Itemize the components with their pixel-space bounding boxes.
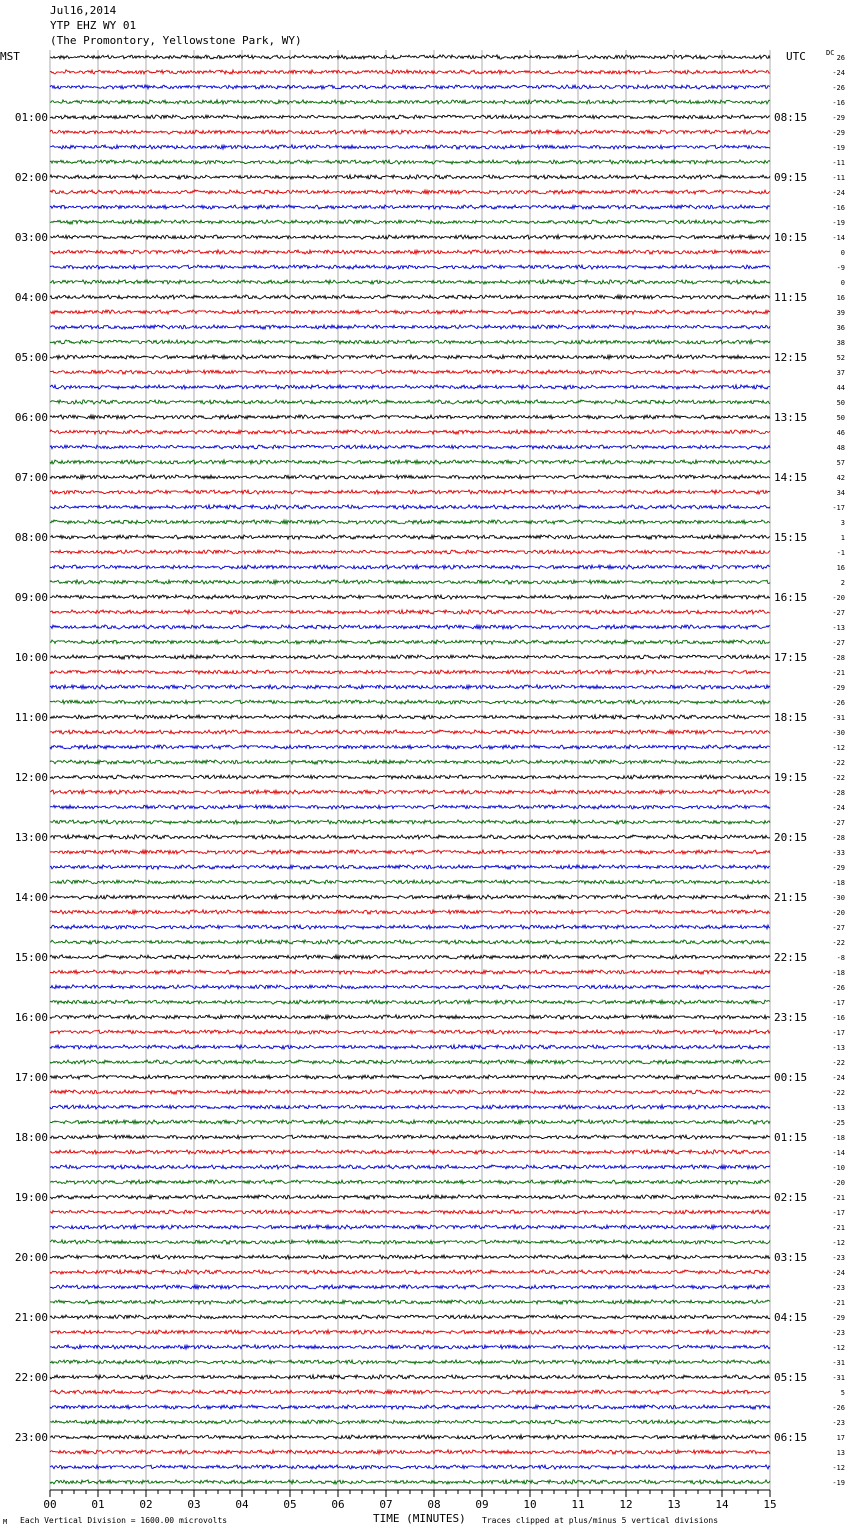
seismic-trace — [50, 1180, 770, 1184]
dc-offset-label: -16 — [832, 99, 845, 107]
seismic-trace — [50, 1225, 770, 1229]
seismic-trace — [50, 340, 770, 344]
seismic-trace — [50, 1300, 770, 1304]
utc-hour-label: 23:15 — [774, 1011, 808, 1024]
dc-offset-label: 50 — [836, 399, 845, 407]
mst-hour-label: 14:00 — [14, 891, 48, 904]
seismic-trace — [50, 1075, 770, 1079]
utc-hour-label: 18:15 — [774, 711, 808, 724]
time-tick-label: 04 — [235, 1498, 249, 1511]
seismic-trace — [50, 100, 770, 104]
seismic-trace — [50, 925, 770, 929]
seismic-trace — [50, 1360, 770, 1364]
dc-offset-label: -25 — [832, 1119, 845, 1127]
dc-offset-label: -24 — [832, 1074, 845, 1082]
seismic-trace — [50, 1045, 770, 1049]
seismic-trace — [50, 370, 770, 374]
dc-offset-label: -11 — [832, 159, 845, 167]
dc-offset-label: -27 — [832, 924, 845, 932]
seismic-trace — [50, 1405, 770, 1409]
seismic-trace — [50, 1195, 770, 1199]
dc-offset-label: -29 — [832, 114, 845, 122]
seismic-trace — [50, 865, 770, 869]
seismic-trace — [50, 1330, 770, 1334]
seismic-trace — [50, 1120, 770, 1124]
dc-offset-label: -13 — [832, 1044, 845, 1052]
dc-offset-label: -30 — [832, 729, 845, 737]
dc-offset-label: -23 — [832, 1419, 845, 1427]
seismic-trace — [50, 175, 770, 179]
seismic-trace — [50, 1375, 770, 1379]
seismic-trace — [50, 160, 770, 164]
seismic-trace — [50, 880, 770, 884]
dc-label: DC — [826, 49, 835, 57]
utc-hour-label: 08:15 — [774, 111, 808, 124]
dc-offset-label: -21 — [832, 1224, 845, 1232]
time-tick-label: 08 — [427, 1498, 441, 1511]
dc-offset-label: -9 — [836, 264, 845, 272]
seismic-trace — [50, 655, 770, 659]
mst-hour-label: 11:00 — [14, 711, 48, 724]
dc-offset-label: -27 — [832, 609, 845, 617]
seismic-trace — [50, 805, 770, 809]
dc-offset-label: 17 — [836, 1434, 845, 1442]
utc-hour-label: 14:15 — [774, 471, 808, 484]
seismic-trace — [50, 250, 770, 254]
dc-offset-label: 48 — [836, 444, 845, 452]
seismic-trace — [50, 220, 770, 224]
dc-offset-label: -29 — [832, 864, 845, 872]
dc-offset-label: -26 — [832, 1404, 845, 1412]
utc-hour-label: 02:15 — [774, 1191, 808, 1204]
left-timezone-label: MST — [0, 50, 20, 63]
utc-hour-label: 12:15 — [774, 351, 808, 364]
utc-hour-label: 13:15 — [774, 411, 808, 424]
seismic-trace — [50, 70, 770, 74]
dc-offset-label: 26 — [836, 54, 845, 62]
dc-offset-label: -19 — [832, 219, 845, 227]
seismic-trace — [50, 1015, 770, 1019]
dc-offset-label: -12 — [832, 1464, 845, 1472]
dc-offset-label: -12 — [832, 1344, 845, 1352]
mst-hour-label: 09:00 — [14, 591, 48, 604]
time-tick-label: 03 — [187, 1498, 201, 1511]
seismic-trace — [50, 430, 770, 434]
dc-offset-label: -26 — [832, 84, 845, 92]
seismic-trace — [50, 265, 770, 269]
seismic-trace — [50, 415, 770, 419]
dc-offset-label: -29 — [832, 684, 845, 692]
dc-offset-label: 3 — [840, 519, 845, 527]
dc-offset-label: -21 — [832, 1194, 845, 1202]
dc-offset-label: 42 — [836, 474, 845, 482]
seismic-trace — [50, 1165, 770, 1169]
dc-offset-label: 5 — [840, 1389, 845, 1397]
dc-offset-label: 44 — [836, 384, 845, 392]
seismic-trace — [50, 505, 770, 509]
seismic-trace — [50, 1270, 770, 1274]
mst-hour-label: 06:00 — [14, 411, 48, 424]
dc-offset-label: -20 — [832, 909, 845, 917]
seismic-trace — [50, 670, 770, 674]
seismic-trace — [50, 520, 770, 524]
utc-hour-label: 05:15 — [774, 1371, 808, 1384]
time-tick-label: 10 — [523, 1498, 537, 1511]
dc-offset-label: -26 — [832, 699, 845, 707]
dc-offset-label: -31 — [832, 1359, 845, 1367]
station-location: (The Promontory, Yellowstone Park, WY) — [50, 34, 302, 47]
time-tick-label: 15 — [763, 1498, 777, 1511]
dc-offset-label: 36 — [836, 324, 845, 332]
x-axis-title: TIME (MINUTES) — [373, 1512, 466, 1525]
seismic-trace — [50, 640, 770, 644]
utc-hour-label: 19:15 — [774, 771, 808, 784]
dc-offset-label: -22 — [832, 1059, 845, 1067]
seismic-trace — [50, 445, 770, 449]
seismic-trace — [50, 1090, 770, 1094]
dc-offset-label: -16 — [832, 204, 845, 212]
utc-hour-label: 16:15 — [774, 591, 808, 604]
mst-hour-label: 21:00 — [14, 1311, 48, 1324]
utc-hour-label: 11:15 — [774, 291, 808, 304]
dc-offset-label: 39 — [836, 309, 845, 317]
mst-hour-label: 22:00 — [14, 1371, 48, 1384]
seismic-trace — [50, 1255, 770, 1259]
seismic-trace — [50, 145, 770, 149]
time-tick-label: 01 — [91, 1498, 105, 1511]
dc-offset-label: -29 — [832, 1314, 845, 1322]
dc-offset-label: -18 — [832, 879, 845, 887]
seismic-trace — [50, 400, 770, 404]
dc-offset-label: -8 — [836, 954, 845, 962]
dc-offset-label: -17 — [832, 1209, 845, 1217]
seismic-trace — [50, 745, 770, 749]
dc-offset-label: -21 — [832, 669, 845, 677]
dc-offset-label: -23 — [832, 1329, 845, 1337]
mst-hour-label: 05:00 — [14, 351, 48, 364]
seismic-trace — [50, 625, 770, 629]
dc-offset-label: -24 — [832, 189, 845, 197]
dc-offset-label: -22 — [832, 774, 845, 782]
seismic-trace — [50, 1030, 770, 1034]
dc-offset-label: 0 — [840, 279, 845, 287]
seismic-trace — [50, 820, 770, 824]
dc-offset-label: -18 — [832, 969, 845, 977]
dc-offset-label: -28 — [832, 834, 845, 842]
mst-hour-label: 07:00 — [14, 471, 48, 484]
seismic-trace — [50, 55, 770, 59]
scale-note: Each Vertical Division = 1600.00 microvolts — [20, 1516, 228, 1525]
corner-mark: M — [3, 1518, 8, 1526]
dc-offset-label: -1 — [836, 549, 845, 557]
seismic-trace — [50, 295, 770, 299]
seismic-trace — [50, 895, 770, 899]
utc-hour-label: 22:15 — [774, 951, 808, 964]
dc-offset-label: 52 — [836, 354, 845, 362]
dc-offset-label: -14 — [832, 234, 845, 242]
utc-hour-label: 09:15 — [774, 171, 808, 184]
seismic-trace — [50, 1150, 770, 1154]
dc-offset-label: -22 — [832, 939, 845, 947]
seismic-trace — [50, 1480, 770, 1484]
mst-hour-label: 01:00 — [14, 111, 48, 124]
utc-hour-label: 21:15 — [774, 891, 808, 904]
seismic-trace — [50, 1435, 770, 1439]
seismic-trace — [50, 715, 770, 719]
dc-offset-label: -33 — [832, 849, 845, 857]
dc-offset-label: 16 — [836, 294, 845, 302]
dc-offset-label: 1 — [840, 534, 845, 542]
clip-note: Traces clipped at plus/minus 5 vertical divisions — [482, 1516, 719, 1525]
dc-offset-label: -24 — [832, 69, 845, 77]
station-code: YTP EHZ WY 01 — [50, 19, 137, 32]
seismic-trace — [50, 1105, 770, 1109]
seismic-trace — [50, 700, 770, 704]
mst-hour-label: 19:00 — [14, 1191, 48, 1204]
utc-hour-label: 20:15 — [774, 831, 808, 844]
dc-offset-label: -19 — [832, 144, 845, 152]
seismic-trace — [50, 385, 770, 389]
dc-offset-label: -13 — [832, 624, 845, 632]
seismic-trace — [50, 685, 770, 689]
seismic-trace — [50, 1420, 770, 1424]
dc-offset-label: -31 — [832, 714, 845, 722]
seismic-trace — [50, 550, 770, 554]
dc-offset-label: -26 — [832, 984, 845, 992]
seismic-trace — [50, 955, 770, 959]
time-tick-label: 05 — [283, 1498, 297, 1511]
seismic-trace — [50, 355, 770, 359]
dc-offset-label: -29 — [832, 129, 845, 137]
dc-offset-label: 38 — [836, 339, 845, 347]
mst-hour-label: 13:00 — [14, 831, 48, 844]
right-timezone-label: UTC — [786, 50, 806, 63]
utc-hour-label: 06:15 — [774, 1431, 808, 1444]
time-tick-label: 13 — [667, 1498, 681, 1511]
seismic-trace — [50, 850, 770, 854]
seismic-trace — [50, 730, 770, 734]
dc-offset-label: -14 — [832, 1149, 845, 1157]
seismic-trace — [50, 1000, 770, 1004]
mst-hour-label: 12:00 — [14, 771, 48, 784]
dc-offset-label: -28 — [832, 789, 845, 797]
seismic-trace — [50, 1240, 770, 1244]
seismic-trace — [50, 595, 770, 599]
dc-offset-label: -12 — [832, 1239, 845, 1247]
seismic-trace — [50, 190, 770, 194]
dc-offset-label: -21 — [832, 1299, 845, 1307]
dc-offset-label: -24 — [832, 1269, 845, 1277]
seismic-trace — [50, 85, 770, 89]
utc-hour-label: 03:15 — [774, 1251, 808, 1264]
dc-offset-label: 37 — [836, 369, 845, 377]
seismic-trace — [50, 115, 770, 119]
seismic-trace — [50, 1210, 770, 1214]
seismic-trace — [50, 475, 770, 479]
seismic-trace — [50, 1060, 770, 1064]
utc-hour-label: 04:15 — [774, 1311, 808, 1324]
dc-offset-label: -23 — [832, 1254, 845, 1262]
mst-hour-label: 03:00 — [14, 231, 48, 244]
seismic-trace — [50, 325, 770, 329]
seismic-trace — [50, 910, 770, 914]
time-tick-label: 09 — [475, 1498, 489, 1511]
dc-offset-label: -20 — [832, 1179, 845, 1187]
seismic-trace — [50, 310, 770, 314]
mst-hour-label: 20:00 — [14, 1251, 48, 1264]
dc-offset-label: -17 — [832, 999, 845, 1007]
time-tick-label: 07 — [379, 1498, 393, 1511]
dc-offset-label: -24 — [832, 804, 845, 812]
utc-hour-label: 17:15 — [774, 651, 808, 664]
dc-offset-label: -18 — [832, 1134, 845, 1142]
mst-hour-label: 16:00 — [14, 1011, 48, 1024]
seismic-trace — [50, 835, 770, 839]
dc-offset-label: -22 — [832, 1089, 845, 1097]
time-tick-label: 06 — [331, 1498, 345, 1511]
mst-hour-label: 15:00 — [14, 951, 48, 964]
utc-hour-label: 15:15 — [774, 531, 808, 544]
seismic-trace — [50, 610, 770, 614]
dc-offset-label: -10 — [832, 1164, 845, 1172]
seismic-trace — [50, 1345, 770, 1349]
dc-offset-label: -17 — [832, 1029, 845, 1037]
utc-hour-label: 00:15 — [774, 1071, 808, 1084]
dc-offset-label: -27 — [832, 639, 845, 647]
seismic-trace — [50, 985, 770, 989]
mst-hour-label: 10:00 — [14, 651, 48, 664]
dc-offset-label: -19 — [832, 1479, 845, 1487]
seismic-trace — [50, 580, 770, 584]
mst-hour-label: 17:00 — [14, 1071, 48, 1084]
mst-hour-label: 04:00 — [14, 291, 48, 304]
seismic-trace — [50, 790, 770, 794]
dc-offset-label: -16 — [832, 1014, 845, 1022]
dc-offset-label: -23 — [832, 1284, 845, 1292]
seismic-trace — [50, 970, 770, 974]
dc-offset-label: 57 — [836, 459, 845, 467]
time-tick-label: 12 — [619, 1498, 633, 1511]
dc-offset-label: 13 — [836, 1449, 845, 1457]
dc-offset-label: -31 — [832, 1374, 845, 1382]
seismic-trace — [50, 205, 770, 209]
mst-hour-label: 23:00 — [14, 1431, 48, 1444]
utc-hour-label: 01:15 — [774, 1131, 808, 1144]
seismic-trace — [50, 1450, 770, 1454]
record-date: Jul16,2014 — [50, 4, 117, 17]
utc-hour-label: 10:15 — [774, 231, 808, 244]
time-tick-label: 11 — [571, 1498, 585, 1511]
seismic-trace — [50, 130, 770, 134]
seismic-trace — [50, 775, 770, 779]
dc-offset-label: -30 — [832, 894, 845, 902]
time-tick-label: 00 — [43, 1498, 57, 1511]
seismic-trace — [50, 1390, 770, 1394]
seismic-trace — [50, 490, 770, 494]
dc-offset-label: 16 — [836, 564, 845, 572]
dc-offset-label: 46 — [836, 429, 845, 437]
mst-hour-label: 02:00 — [14, 171, 48, 184]
time-tick-label: 02 — [139, 1498, 153, 1511]
dc-offset-label: -13 — [832, 1104, 845, 1112]
dc-offset-label: 2 — [840, 579, 845, 587]
seismic-trace — [50, 1315, 770, 1319]
seismic-trace — [50, 235, 770, 239]
dc-offset-label: 34 — [836, 489, 845, 497]
dc-offset-label: -22 — [832, 759, 845, 767]
mst-hour-label: 08:00 — [14, 531, 48, 544]
seismic-trace — [50, 1135, 770, 1139]
seismic-trace — [50, 565, 770, 569]
dc-offset-label: -28 — [832, 654, 845, 662]
seismic-trace — [50, 1285, 770, 1289]
seismic-trace — [50, 940, 770, 944]
seismic-trace — [50, 280, 770, 284]
dc-offset-label: -12 — [832, 744, 845, 752]
seismic-trace — [50, 1465, 770, 1469]
dc-offset-label: -27 — [832, 819, 845, 827]
dc-offset-label: -17 — [832, 504, 845, 512]
seismic-trace — [50, 535, 770, 539]
dc-offset-label: -11 — [832, 174, 845, 182]
seismic-trace — [50, 760, 770, 764]
dc-offset-label: -20 — [832, 594, 845, 602]
time-tick-label: 14 — [715, 1498, 729, 1511]
dc-offset-label: 50 — [836, 414, 845, 422]
mst-hour-label: 18:00 — [14, 1131, 48, 1144]
seismic-trace — [50, 460, 770, 464]
dc-offset-label: 0 — [840, 249, 845, 257]
